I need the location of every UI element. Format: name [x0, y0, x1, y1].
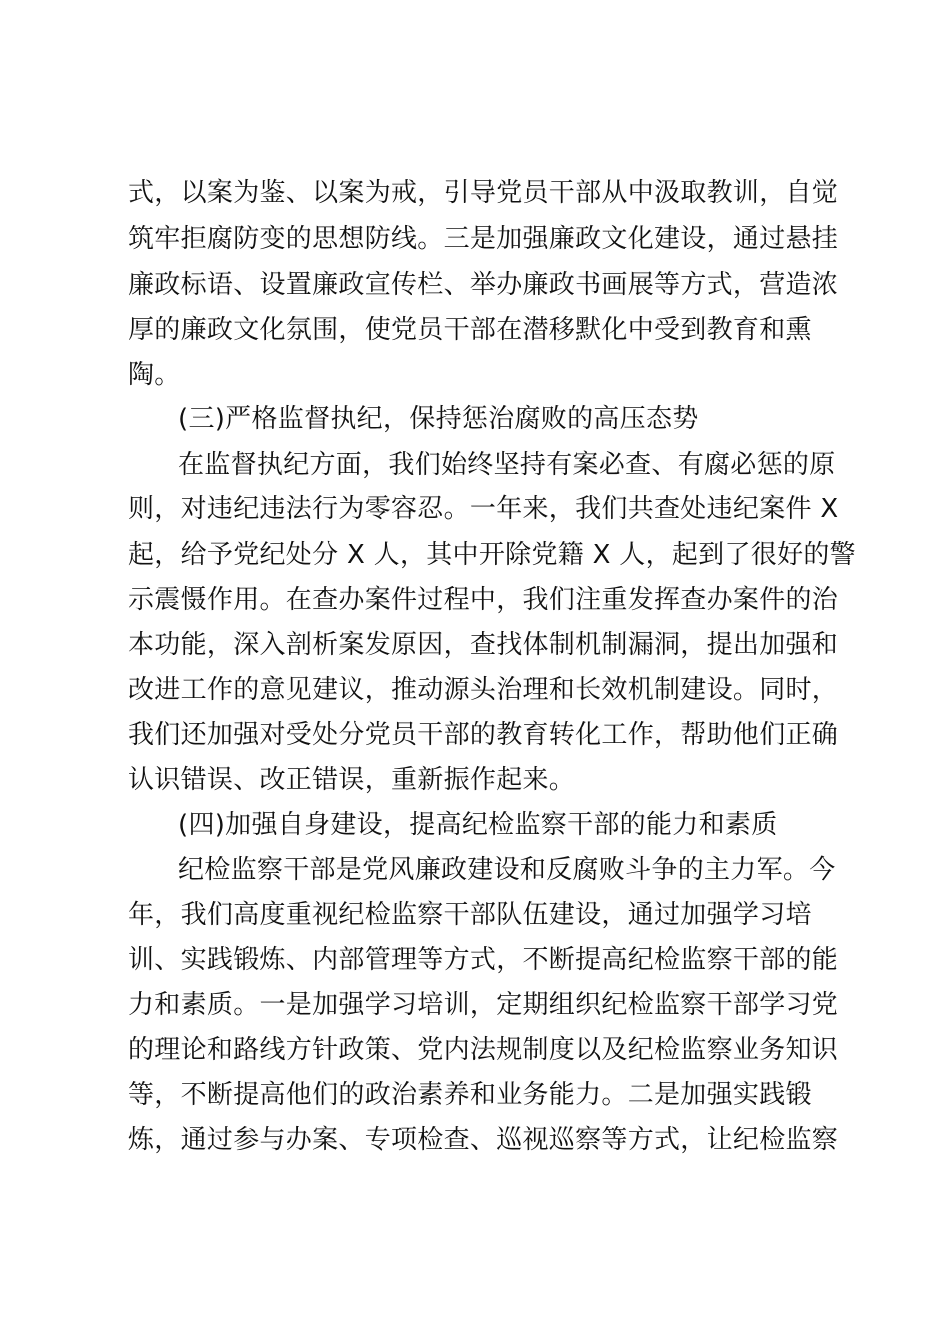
body-text-line: 本功能，深入剖析案发原因，查找体制机制漏洞，提出加强和	[128, 630, 839, 660]
body-text-line: 示震慑作用。在查办案件过程中，我们注重发挥查办案件的治	[128, 585, 839, 615]
section-heading-4: (四)加强自身建设，提高纪检监察干部的能力和素质	[178, 810, 778, 840]
body-text-line: 我们还加强对受处分党员干部的教育转化工作，帮助他们正确	[128, 720, 839, 750]
section-heading-3: (三)严格监督执纪，保持惩治腐败的高压态势	[178, 404, 699, 434]
body-text-line: 则，对违纪违法行为零容忍。一年来，我们共查处违纪案件 X	[128, 494, 839, 524]
body-text-line: 炼，通过参与办案、专项检查、巡视巡察等方式，让纪检监察	[128, 1125, 839, 1155]
body-text-line: 厚的廉政文化氛围，使党员干部在潜移默化中受到教育和熏	[128, 315, 812, 345]
body-text-line: 陶。	[128, 360, 181, 390]
body-text-line: 训、实践锻炼、内部管理等方式，不断提高纪检监察干部的能	[128, 945, 839, 975]
body-text-line: 年，我们高度重视纪检监察干部队伍建设，通过加强学习培	[128, 900, 812, 930]
body-text-line: 等，不断提高他们的政治素养和业务能力。二是加强实践锻	[128, 1080, 812, 1110]
body-text-line: 认识错误、改正错误，重新振作起来。	[128, 765, 576, 795]
body-text-line: 的理论和路线方针政策、党内法规制度以及纪检监察业务知识	[128, 1035, 839, 1065]
paragraph-first-line: 纪检监察干部是党风廉政建设和反腐败斗争的主力军。今	[178, 855, 836, 885]
body-text-line: 式，以案为鉴、以案为戒，引导党员干部从中汲取教训，自觉	[128, 178, 839, 208]
body-text-line: 改进工作的意见建议，推动源头治理和长效机制建设。同时，	[128, 675, 839, 705]
body-text-line: 廉政标语、设置廉政宣传栏、举办廉政书画展等方式，营造浓	[128, 270, 839, 300]
body-text-line: 起，给予党纪处分 X 人，其中开除党籍 X 人，起到了很好的警	[128, 540, 856, 570]
body-text-line: 力和素质。一是加强学习培训，定期组织纪检监察干部学习党	[128, 990, 839, 1020]
paragraph-first-line: 在监督执纪方面，我们始终坚持有案必查、有腐必惩的原	[178, 450, 836, 480]
body-text-line: 筑牢拒腐防变的思想防线。三是加强廉政文化建设，通过悬挂	[128, 224, 839, 254]
